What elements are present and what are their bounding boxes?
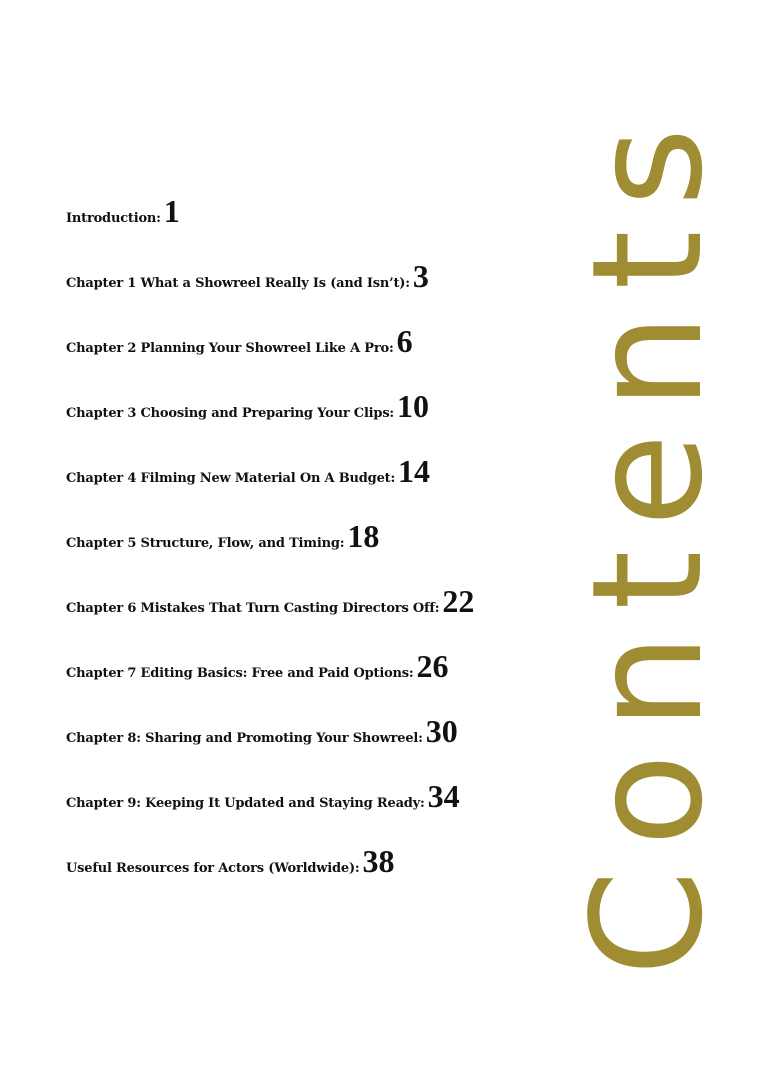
toc-entry-title: Chapter 9: Keeping It Updated and Staying Ready: [66,796,425,811]
toc-entry-chapter-7[interactable] [66,650,586,715]
table-of-contents [66,195,586,910]
toc-entry-title: Chapter 4 Filming New Material On A Budget: [66,471,396,486]
toc-entry-page-number: 6 [396,323,413,359]
toc-entry-page-number: 3 [412,258,429,294]
toc-entry-page-number: 1 [163,193,180,229]
toc-entry-chapter-9[interactable] [66,780,586,845]
toc-entry-chapter-4[interactable] [66,455,586,520]
toc-entry-page-number: 26 [416,648,449,684]
toc-entry-useful-resources[interactable] [66,845,586,910]
toc-entry-title: Chapter 6 Mistakes That Turn Casting Directors Off: [66,601,440,616]
toc-entry-chapter-3[interactable] [66,390,586,455]
toc-entry-page-number: 38 [362,843,395,879]
toc-entry-introduction[interactable] [66,195,586,260]
toc-entry-title: Useful Resources for Actors (Worldwide): [66,861,360,876]
toc-entry-chapter-6[interactable] [66,585,586,650]
toc-entry-page-number: 18 [347,518,380,554]
toc-entry-title: Chapter 8: Sharing and Promoting Your Showreel: [66,731,423,746]
toc-entry-page-number: 14 [398,453,431,489]
toc-entry-chapter-2[interactable] [66,325,586,390]
toc-entry-title: Chapter 1 What a Showreel Really Is (and Isn’t): [66,276,410,291]
toc-entry-chapter-5[interactable] [66,520,586,585]
toc-entry-title: Introduction: [66,211,161,226]
toc-entry-title: Chapter 7 Editing Basics: Free and Paid Options: [66,666,414,681]
toc-entry-chapter-8[interactable] [66,715,586,780]
toc-entry-title: Chapter 5 Structure, Flow, and Timing: [66,536,345,551]
toc-entry-page-number: 22 [442,583,475,619]
toc-entry-page-number: 30 [425,713,458,749]
toc-entry-title: Chapter 2 Planning Your Showreel Like A Pro: [66,341,394,356]
toc-entry-chapter-1[interactable] [66,260,586,325]
toc-entry-page-number: 34 [427,778,460,814]
contents-heading: Contents [559,103,736,977]
toc-entry-title: Chapter 3 Choosing and Preparing Your Clips: [66,406,395,421]
toc-entry-page-number: 10 [397,388,430,424]
